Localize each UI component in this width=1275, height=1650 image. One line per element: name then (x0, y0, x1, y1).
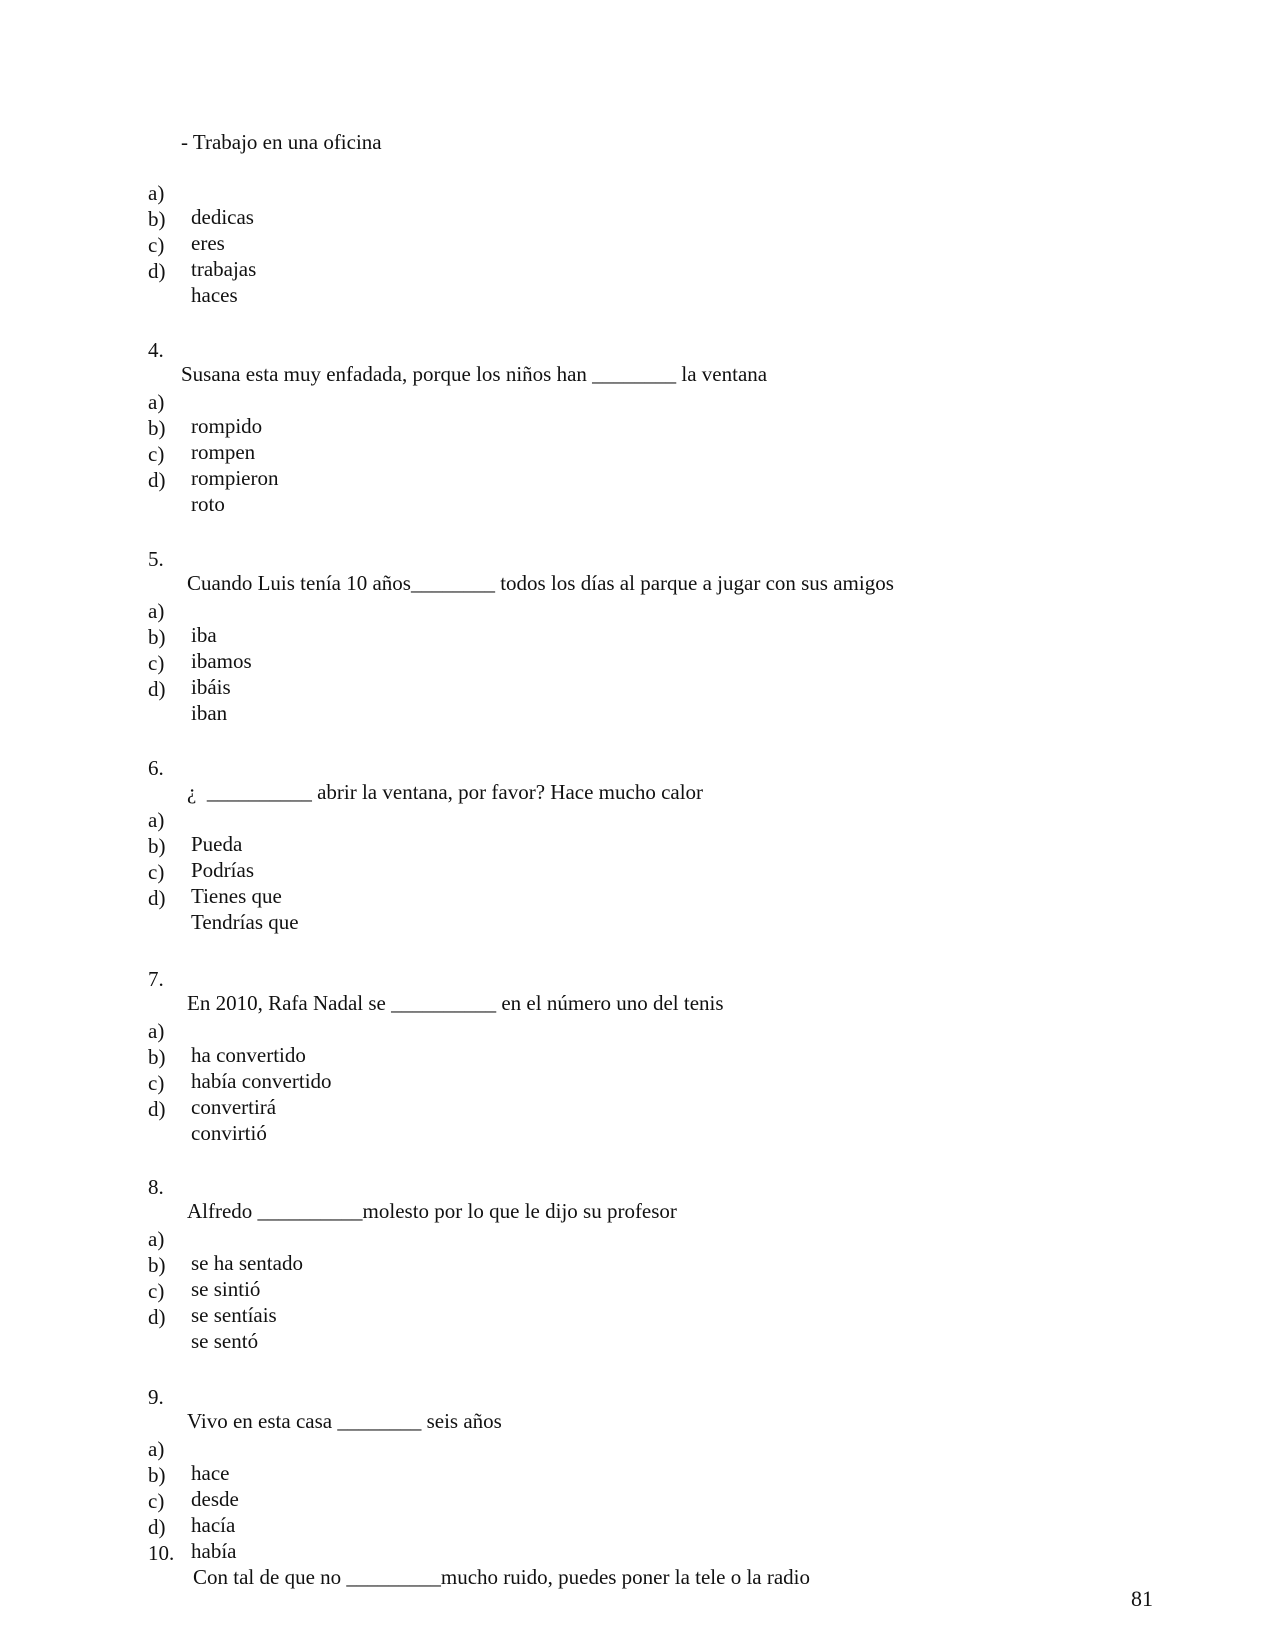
question-number: 5. (148, 547, 164, 571)
question-number: 7. (148, 967, 164, 991)
option-text: se ha sentado (191, 1251, 303, 1275)
question-text: Susana esta muy enfadada, porque los niños han ________ la ventana (181, 362, 768, 386)
option-label: b) (148, 625, 166, 649)
question-number: 4. (148, 338, 164, 362)
option-label: a) (148, 1437, 165, 1461)
option-label: d) (148, 1515, 166, 1539)
option-text: hacía (191, 1513, 236, 1537)
option-text: se sintió (191, 1277, 261, 1301)
option-text: rompido (191, 414, 263, 438)
question-number: 10. (148, 1541, 175, 1565)
option-text: Podrías (191, 858, 254, 882)
question-number: 6. (148, 756, 164, 780)
intro-answer: - Trabajo en una oficina (181, 130, 382, 154)
option-text: dedicas (191, 205, 254, 229)
option-label: d) (148, 259, 166, 283)
option-text: había convertido (191, 1069, 332, 1093)
option-text: iban (191, 701, 228, 725)
option-label: d) (148, 468, 166, 492)
option-text: convertirá (191, 1095, 277, 1119)
question-text: ¿ __________ abrir la ventana, por favor? Hace mucho calor (187, 780, 704, 804)
option-label: b) (148, 834, 166, 858)
option-label: b) (148, 207, 166, 231)
option-text: desde (191, 1487, 239, 1511)
option-label: c) (148, 1489, 165, 1513)
option-label: c) (148, 860, 165, 884)
option-label: a) (148, 181, 165, 205)
option-label: c) (148, 651, 165, 675)
option-text: ha convertido (191, 1043, 306, 1067)
option-text: se sentíais (191, 1303, 277, 1327)
option-text: rompieron (191, 466, 279, 490)
option-label: b) (148, 1253, 166, 1277)
option-label: d) (148, 886, 166, 910)
option-text: Pueda (191, 832, 243, 856)
option-label: d) (148, 1305, 166, 1329)
option-text: trabajas (191, 257, 257, 281)
option-label: d) (148, 677, 166, 701)
option-label: a) (148, 1019, 165, 1043)
question-text: Cuando Luis tenía 10 años________ todos los días al parque a jugar con sus amigos (187, 571, 894, 595)
question-text: En 2010, Rafa Nadal se __________ en el número uno del tenis (187, 991, 724, 1015)
option-text: eres (191, 231, 225, 255)
option-label: c) (148, 1071, 165, 1095)
option-text: se sentó (191, 1329, 259, 1353)
option-label: c) (148, 1279, 165, 1303)
option-label: b) (148, 416, 166, 440)
option-text: haces (191, 283, 238, 307)
option-text: Tienes que (191, 884, 282, 908)
option-text: convirtió (191, 1121, 267, 1145)
option-text: iba (191, 623, 217, 647)
option-label: a) (148, 1227, 165, 1251)
intro-answer-line (0, 106, 382, 154)
option-text: había (191, 1539, 237, 1563)
option-text: Tendrías que (191, 910, 299, 934)
option-text: ibáis (191, 675, 231, 699)
option-label: b) (148, 1463, 166, 1487)
option-text: roto (191, 492, 225, 516)
question-text: Vivo en esta casa ________ seis años (187, 1409, 502, 1433)
option-label: c) (148, 233, 165, 257)
option-label: c) (148, 442, 165, 466)
q4-option-d (0, 444, 225, 516)
option-label: a) (148, 808, 165, 832)
question-text: Con tal de que no _________mucho ruido, puedes poner la tele o la radio (193, 1565, 811, 1589)
page-number: 81 (1131, 1586, 1153, 1611)
question-number: 8. (148, 1175, 164, 1199)
question-number: 9. (148, 1385, 164, 1409)
option-text: hace (191, 1461, 230, 1485)
option-label: d) (148, 1097, 166, 1121)
option-text: rompen (191, 440, 256, 464)
option-label: a) (148, 390, 165, 414)
option-label: a) (148, 599, 165, 623)
option-text: ibamos (191, 649, 252, 673)
question-text: Alfredo __________molesto por lo que le dijo su profesor (187, 1199, 677, 1223)
option-label: b) (148, 1045, 166, 1069)
